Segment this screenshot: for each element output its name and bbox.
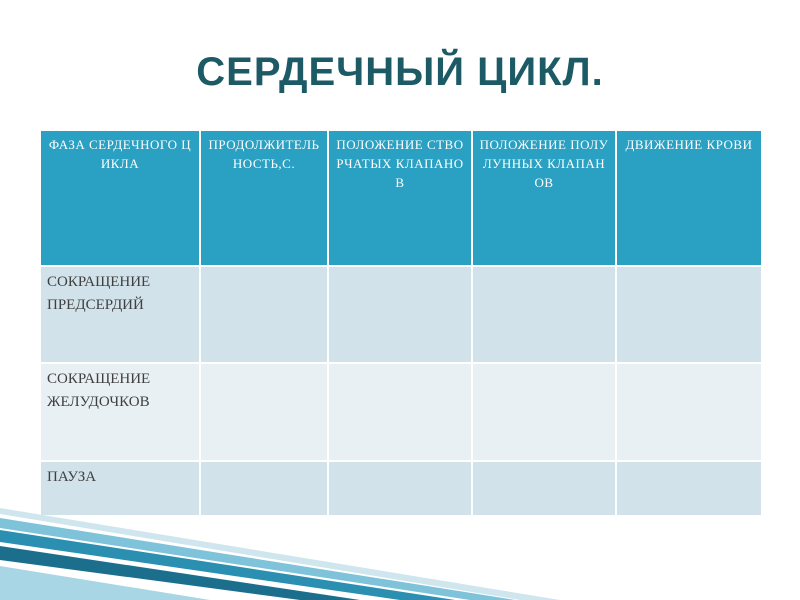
header-phase: ФАЗА СЕРДЕЧНОГО ЦИКЛА: [40, 130, 200, 266]
cell-flow: [616, 363, 762, 461]
cell-atrioventricular: [328, 266, 472, 363]
cell-atrioventricular: [328, 363, 472, 461]
cell-phase: СОКРАЩЕНИЕ ЖЕЛУДОЧКОВ: [40, 363, 200, 461]
header-semilunar-valves: ПОЛОЖЕНИЕ ПОЛУЛУННЫХ КЛАПАНОВ: [472, 130, 616, 266]
cell-flow: [616, 266, 762, 363]
header-duration: ПРОДОЛЖИТЕЛЬНОСТЬ,С.: [200, 130, 328, 266]
cell-duration: [200, 266, 328, 363]
cell-semilunar: [472, 266, 616, 363]
header-atrioventricular-valves: ПОЛОЖЕНИЕ СТВОРЧАТЫХ КЛАПАНОВ: [328, 130, 472, 266]
decorative-swoosh: [0, 500, 800, 600]
table-row: [40, 363, 762, 461]
table-header-row: [40, 130, 762, 266]
header-blood-flow: ДВИЖЕНИЕ КРОВИ: [616, 130, 762, 266]
cardiac-cycle-table: [39, 129, 763, 517]
slide-title: СЕРДЕЧНЫЙ ЦИКЛ.: [196, 50, 604, 94]
cell-phase: СОКРАЩЕНИЕ ПРЕДСЕРДИЙ: [40, 266, 200, 363]
table-row: [40, 266, 762, 363]
cell-phase: ПАУЗА: [40, 461, 200, 516]
cell-semilunar: [472, 363, 616, 461]
cell-duration: [200, 363, 328, 461]
